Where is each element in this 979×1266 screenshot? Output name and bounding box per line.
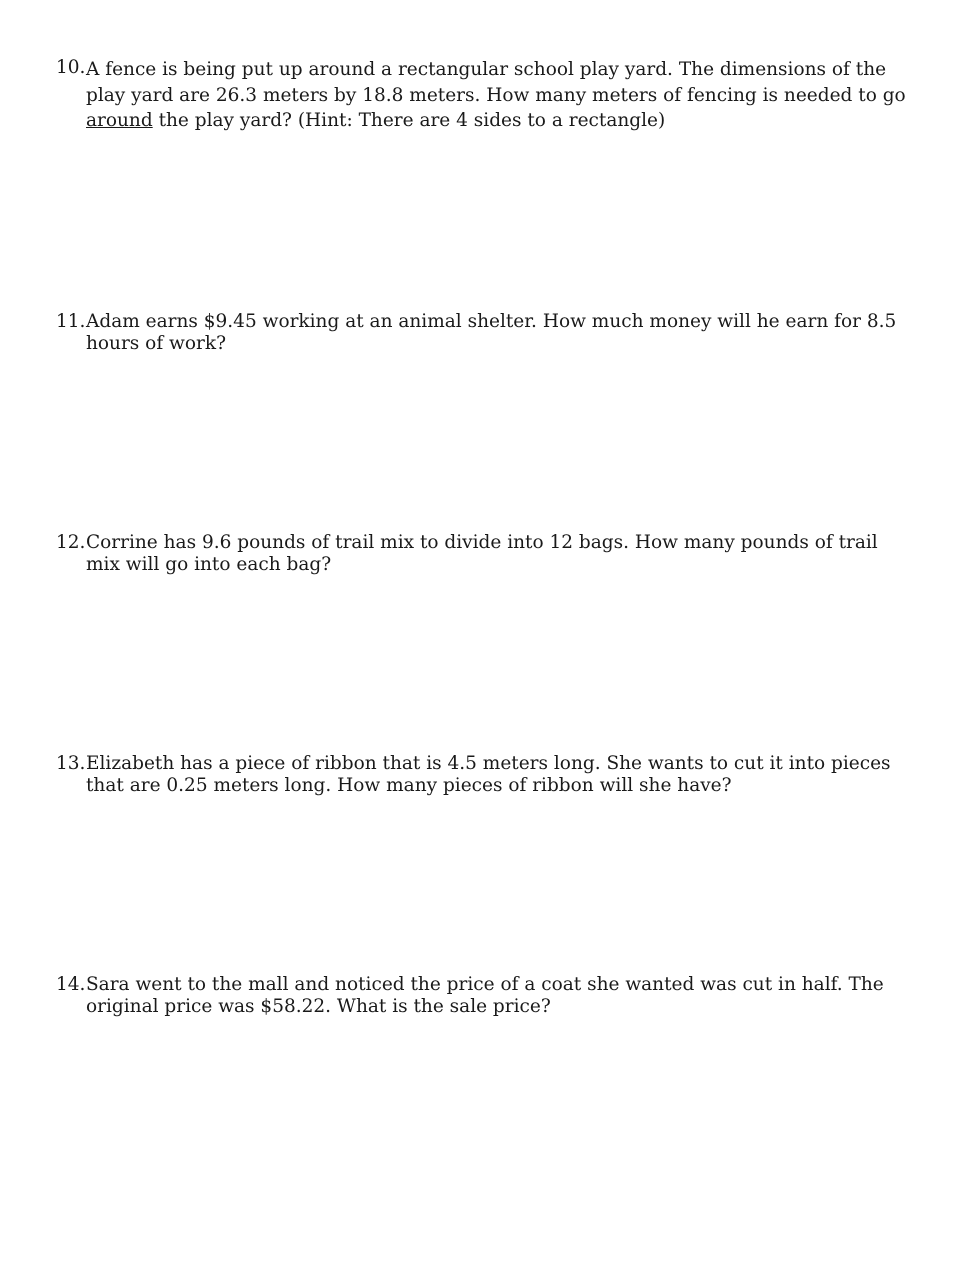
question-10 bbox=[56, 57, 916, 134]
question-text: Adam earns $9.45 working at an animal shelter. How much money will he earn for 8.5 hours of work? bbox=[86, 311, 897, 354]
question-11 bbox=[56, 311, 916, 355]
question-text: Elizabeth has a piece of ribbon that is 4.5 meters long. She wants to cut it into pieces that are 0.25 meters long. How many pieces of ribbon will she have? bbox=[86, 753, 891, 796]
question-number: 13. bbox=[56, 753, 86, 774]
question-12 bbox=[56, 532, 916, 576]
question-13 bbox=[56, 753, 916, 797]
question-number: 12. bbox=[56, 532, 86, 553]
underlined-word: around bbox=[86, 110, 153, 131]
question-text-part: A fence is being put up around a rectangular school play yard. The dimensions of the play yard are 26.3 meters by 18.8 meters. How many meters of fencing is needed to go bbox=[86, 59, 906, 106]
question-text bbox=[86, 57, 916, 134]
question-number: 14. bbox=[56, 974, 86, 995]
question-text: Sara went to the mall and noticed the price of a coat she wanted was cut in half. The original price was $58.22. What is the sale price? bbox=[86, 974, 884, 1017]
question-14 bbox=[56, 974, 916, 1018]
question-number: 11. bbox=[56, 311, 86, 332]
question-text: Corrine has 9.6 pounds of trail mix to divide into 12 bags. How many pounds of trail mix will go into each bag? bbox=[86, 532, 878, 575]
question-number: 10. bbox=[56, 57, 86, 78]
question-text-part: the play yard? (Hint: There are 4 sides to a rectangle) bbox=[152, 110, 666, 131]
